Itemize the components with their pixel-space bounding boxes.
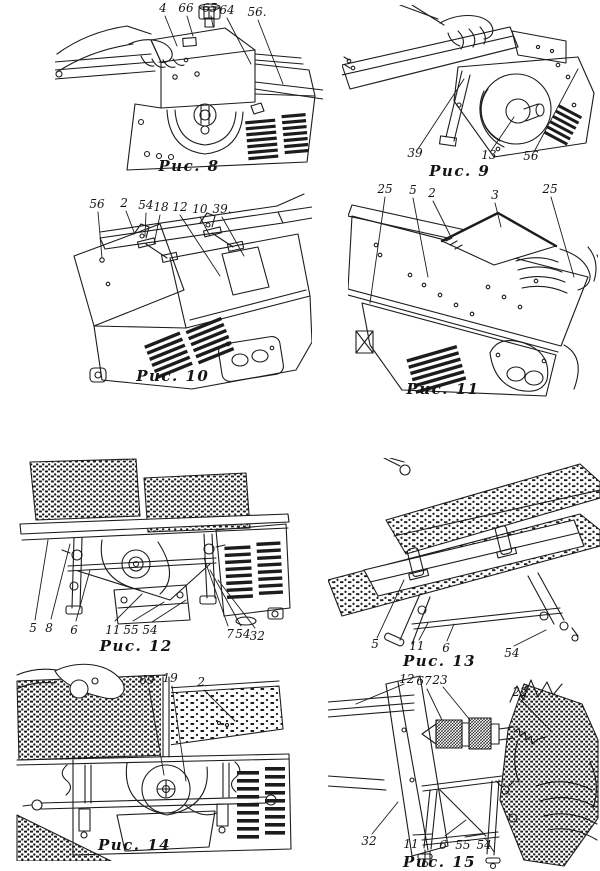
- callout-label: 3: [491, 187, 499, 202]
- callout-label: 56.: [247, 4, 267, 19]
- figure-15: [328, 668, 600, 870]
- callout-label: 55: [123, 623, 139, 638]
- callout-label: 55: [455, 837, 471, 852]
- callout-label: 5: [371, 637, 379, 652]
- callout-label: 65: [202, 0, 218, 15]
- callout-label: 56: [89, 196, 105, 211]
- callout-label: 10: [192, 201, 208, 216]
- callout-label: 54: [504, 645, 520, 660]
- callout-label: 64: [219, 2, 235, 17]
- figure-11: [348, 183, 598, 400]
- figure-10: [72, 192, 312, 390]
- figure-caption: Рис. 14: [97, 836, 172, 855]
- callout-label: 8: [45, 621, 53, 636]
- callout-label: 19: [162, 670, 178, 685]
- callout-label: 6: [442, 641, 450, 656]
- callout-label: 54: [476, 837, 492, 852]
- callout-label: 32: [361, 833, 377, 848]
- figure-caption: Рис. 12: [99, 637, 173, 656]
- figure-14-callouts: [15, 663, 293, 861]
- figure-caption: Рис. 9: [429, 161, 491, 180]
- figure-caption: Рис. 8: [158, 156, 220, 175]
- callout-label: 4: [159, 0, 167, 15]
- figure-13: [328, 458, 600, 672]
- callout-label: 2: [428, 185, 436, 200]
- figure-12: [18, 458, 293, 656]
- callout-label: 66: [178, 0, 194, 15]
- callout-label: 7: [226, 627, 234, 642]
- callout-label: 54: [142, 623, 158, 638]
- figure-11-callouts: [348, 183, 598, 400]
- callout-label: 39.: [212, 201, 232, 216]
- figure-15-callouts: [328, 668, 600, 870]
- callout-label: 2: [120, 195, 128, 210]
- figure-10-callouts: [72, 192, 312, 390]
- callout-label: 5: [409, 182, 417, 197]
- figure-14: [15, 663, 293, 861]
- callout-label: 25: [542, 182, 558, 197]
- figure-caption: Рис. 13: [402, 652, 477, 671]
- callout-label: 11: [105, 623, 121, 638]
- callout-label: 56: [523, 149, 539, 164]
- figure-9-callouts: [342, 5, 598, 183]
- callout-label: 18: [153, 199, 169, 214]
- callout-label: 6: [439, 837, 447, 852]
- callout-label: 11: [409, 639, 425, 654]
- callout-label: 32: [249, 629, 265, 644]
- figure-caption: Рис. 10: [136, 367, 210, 386]
- callout-label: 11: [403, 836, 419, 851]
- callout-label: 25: [377, 182, 393, 197]
- figure-8-callouts: [55, 2, 323, 178]
- callout-label: 23: [432, 673, 448, 688]
- figure-caption: Рис. 11: [406, 380, 480, 399]
- callout-label: 69: [139, 672, 155, 687]
- callout-label: 6: [70, 623, 78, 638]
- figure-caption: Рис. 15: [402, 852, 477, 871]
- callout-label: 12: [172, 199, 188, 214]
- callout-label: 67: [416, 674, 432, 689]
- callout-label: 2: [197, 674, 206, 689]
- figure-9: [342, 5, 598, 183]
- callout-label: 13: [481, 147, 497, 162]
- figure-12-callouts: [18, 458, 293, 656]
- callout-label: 5: [29, 621, 37, 636]
- callout-label: 22: [512, 685, 528, 700]
- callout-label: 12: [399, 672, 415, 687]
- callout-label: 54: [235, 627, 251, 642]
- figure-13-callouts: [328, 458, 600, 672]
- figure-8: [55, 2, 323, 178]
- callout-label: 39: [407, 145, 423, 160]
- callout-label: 54: [138, 197, 154, 212]
